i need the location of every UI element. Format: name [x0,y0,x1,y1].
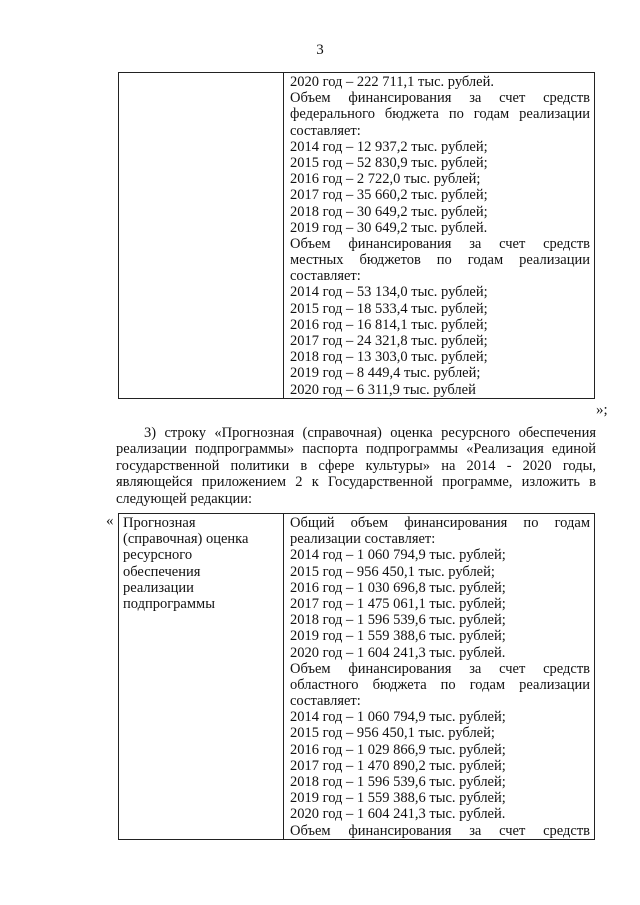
text-line: 2016 год – 16 814,1 тыс. рублей; [290,316,488,333]
text-line: 2015 год – 52 830,9 тыс. рублей; [290,154,488,171]
closing-quote: »; [596,402,608,418]
passport-table-new [118,513,595,840]
text-line: 2020 год – 1 604 241,3 тыс. рублей. [290,644,506,661]
passport-table-continued [118,72,595,399]
text-line: Объем финансирования за счет средств [290,822,590,839]
amendment-paragraph [116,425,596,507]
table-cell-financing [284,514,595,840]
table-cell-financing [284,73,595,399]
table-cell-empty [119,73,284,399]
table-cell-row-title [119,514,284,840]
text-line: 2019 год – 1 559 388,6 тыс. рублей; [290,628,506,645]
paragraph-line: 3) строку «Прогнозная (справочная) оценка ресурсного обеспечения [144,425,596,441]
text-line: составляет: [290,693,361,710]
text-line: 2018 год – 30 649,2 тыс. рублей; [290,203,488,220]
text-line: 2014 год – 1 060 794,9 тыс. рублей; [290,547,506,564]
text-line: областного бюджета по годам реализации [290,676,590,693]
text-line: 2019 год – 30 649,2 тыс. рублей. [290,219,488,236]
text-line: Общий объем финансирования по годам [290,515,590,531]
text-line: 2017 год – 1 470 890,2 тыс. рублей; [290,757,506,774]
text-line: федерального бюджета по годам реализации [290,106,590,123]
text-line: Объем финансирования за счет средств [290,90,590,107]
text-line: местных бюджетов по годам реализации [290,252,590,269]
text-line: 2016 год – 1 029 866,9 тыс. рублей; [290,741,506,758]
text-line: 2017 год – 1 475 061,1 тыс. рублей; [290,595,506,612]
text-line: 2019 год – 1 559 388,6 тыс. рублей; [290,790,506,807]
text-line: 2018 год – 1 596 539,6 тыс. рублей; [290,612,506,629]
text-line: 2019 год – 8 449,4 тыс. рублей; [290,365,481,382]
text-line: 2020 год – 1 604 241,3 тыс. рублей. [290,806,506,823]
paragraph-line: государственной политики в сфере культуры» на 2014 - 2020 годы, [116,457,596,474]
paragraph-line: являющейся приложением 2 к Государственной программе, изложить в [116,474,596,491]
text-line: (справочная) оценка [123,531,249,548]
text-line: 2015 год – 18 533,4 тыс. рублей; [290,300,488,317]
text-line: обеспечения [123,563,201,580]
paragraph-line: реализации подпрограммы» паспорта подпрограммы «Реализация единой [116,441,596,458]
text-line: 2017 год – 24 321,8 тыс. рублей; [290,333,488,349]
text-line: реализации [123,579,194,596]
text-line: 2020 год – 6 311,9 тыс. рублей [290,381,476,398]
text-line: Объем финансирования за счет средств [290,660,590,677]
text-line: 2016 год – 1 030 696,8 тыс. рублей; [290,579,506,596]
text-line: составляет: [290,122,361,139]
text-line: реализации составляет: [290,531,436,548]
table-row [119,73,595,399]
text-line: подпрограммы [123,595,215,612]
text-line: 2018 год – 1 596 539,6 тыс. рублей; [290,774,506,790]
opening-quote: « [106,513,114,529]
text-line: 2014 год – 53 134,0 тыс. рублей; [290,284,488,301]
text-line: 2017 год – 35 660,2 тыс. рублей; [290,187,488,204]
text-line: 2016 год – 2 722,0 тыс. рублей; [290,171,481,188]
paragraph-line: следующей редакции: [116,490,253,507]
text-line: 2020 год – 222 711,1 тыс. рублей. [290,74,494,90]
table-row [119,514,595,840]
text-line: 2014 год – 1 060 794,9 тыс. рублей; [290,709,506,726]
text-line: 2015 год – 956 450,1 тыс. рублей; [290,725,495,742]
text-line: 2015 год – 956 450,1 тыс. рублей; [290,563,495,580]
text-line: составляет: [290,268,361,285]
text-line: ресурсного [123,547,193,564]
text-line: Прогнозная [123,515,196,531]
text-line: 2018 год – 13 303,0 тыс. рублей; [290,349,488,366]
page-number: 3 [316,42,324,58]
text-line: Объем финансирования за счет средств [290,235,590,252]
text-line: 2014 год – 12 937,2 тыс. рублей; [290,138,488,155]
